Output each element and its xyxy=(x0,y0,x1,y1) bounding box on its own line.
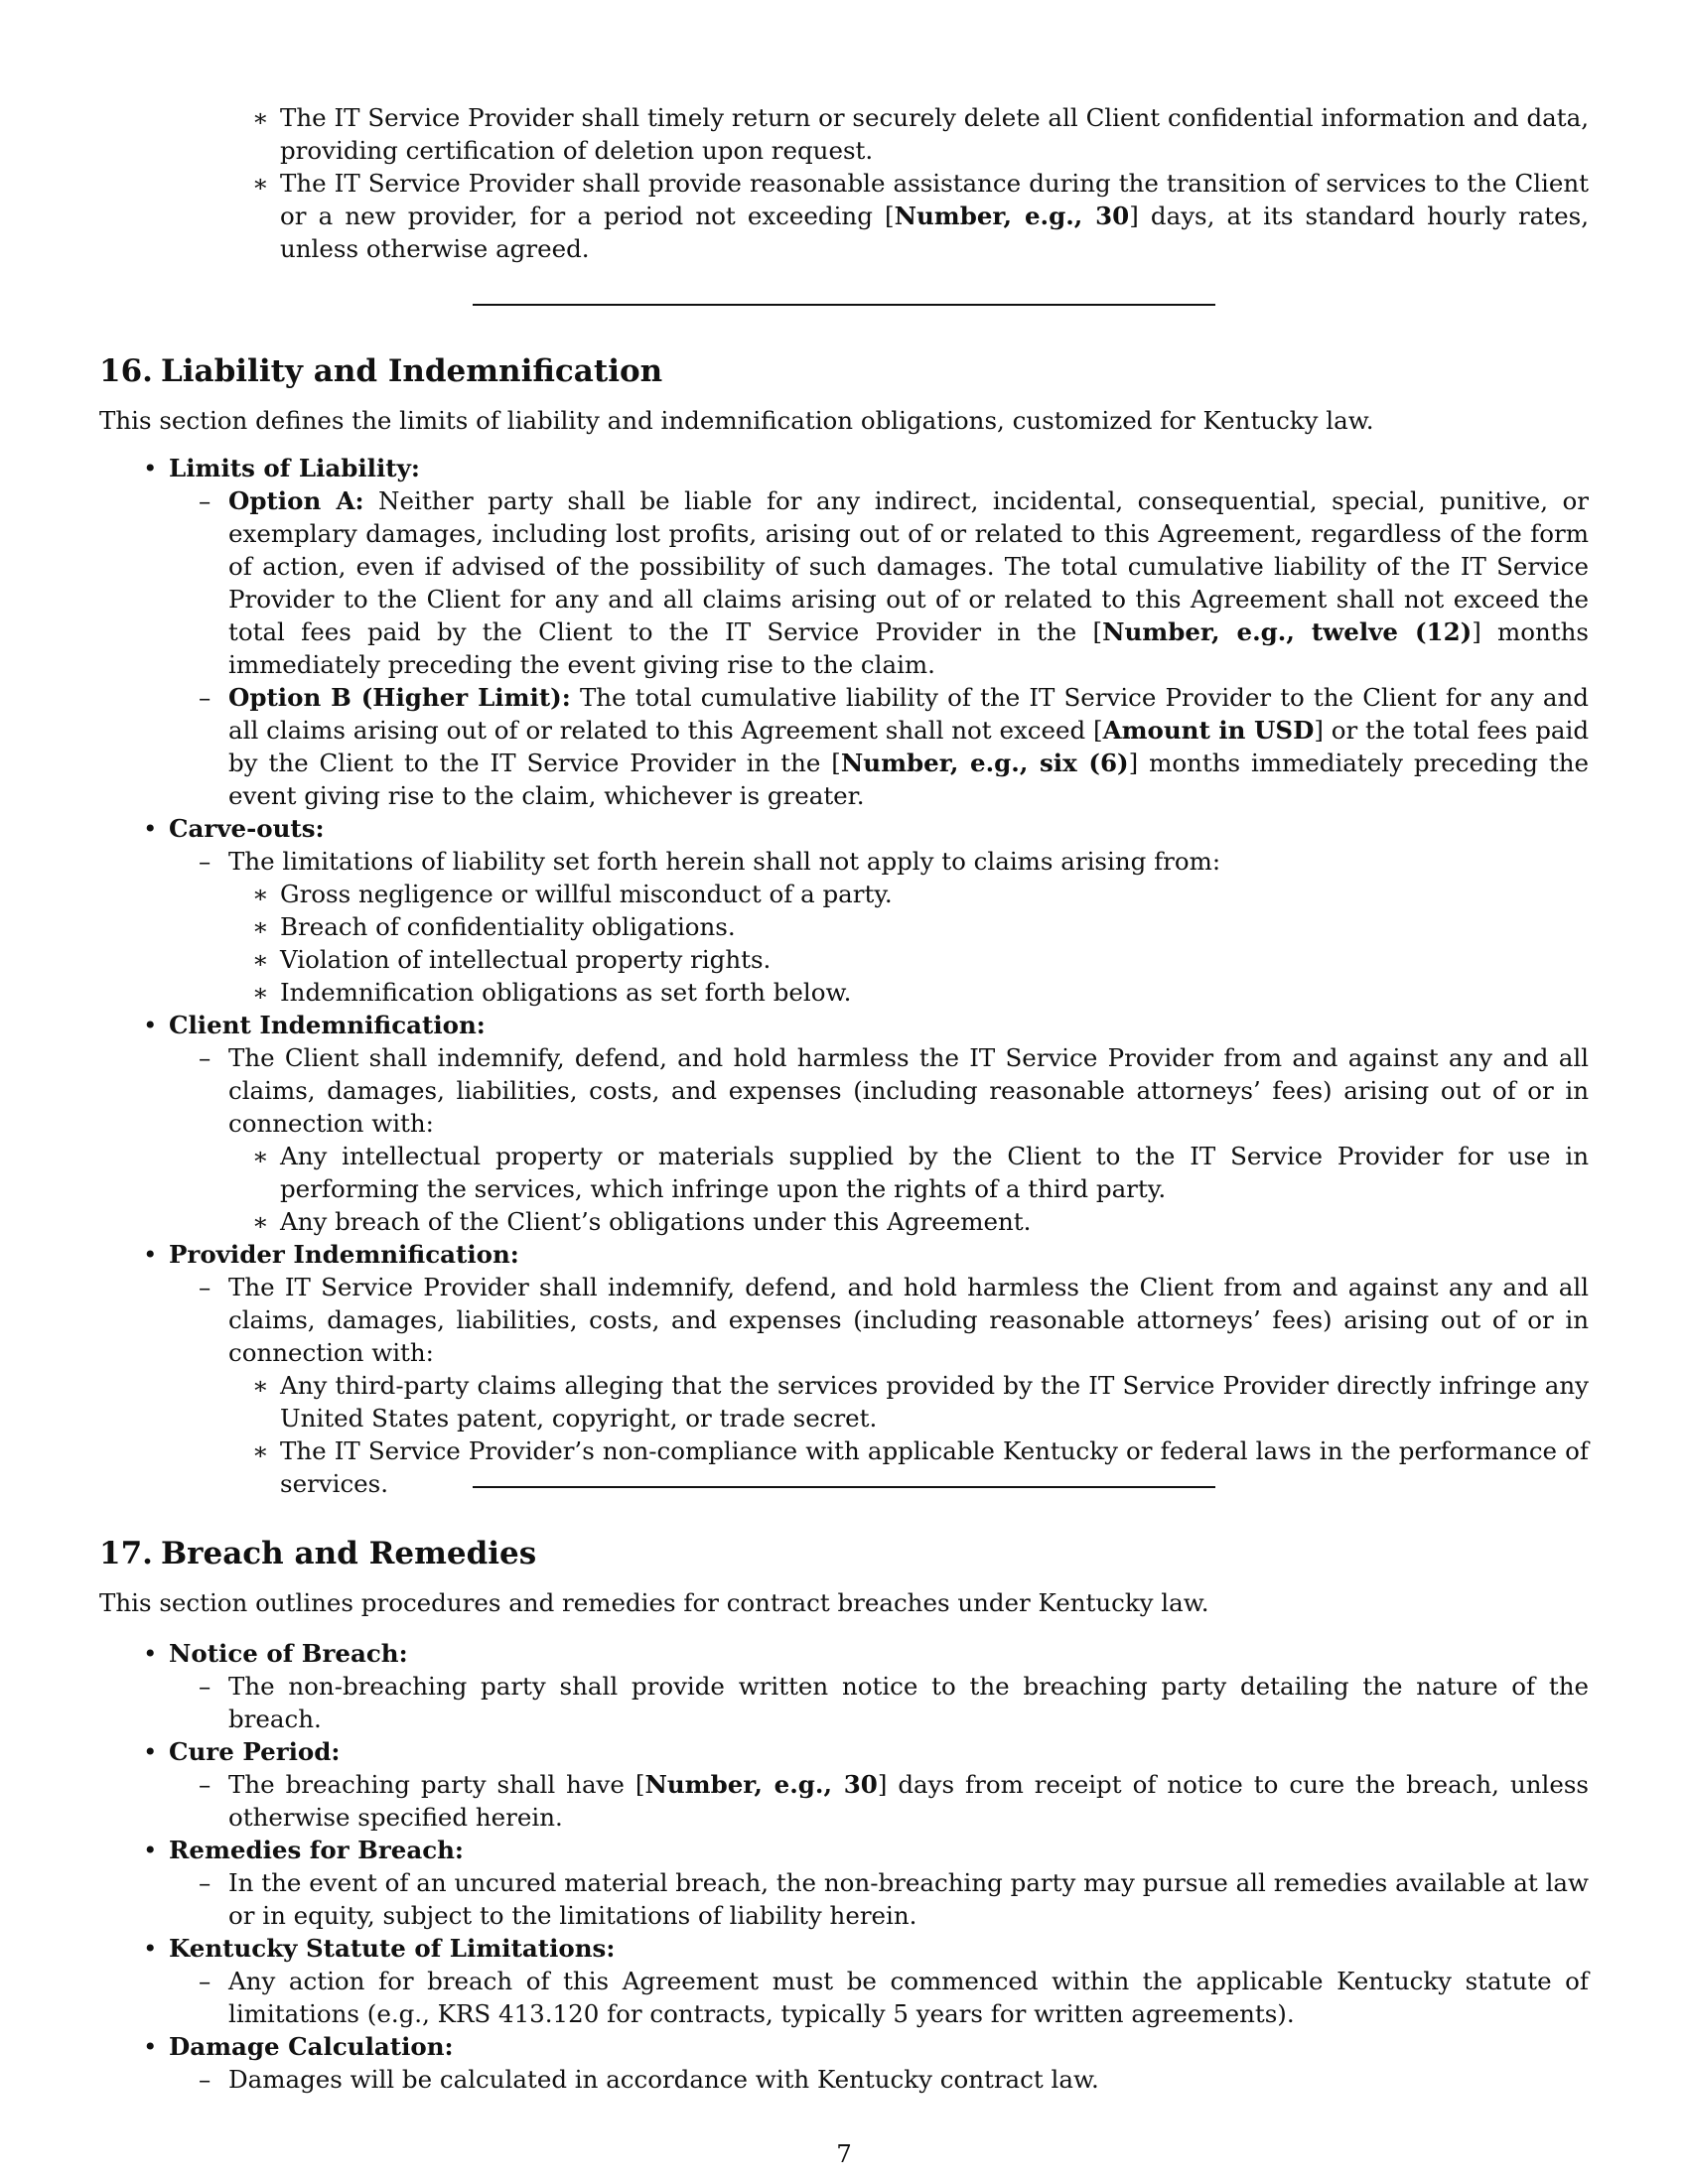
horizontal-divider xyxy=(473,304,1215,306)
list-item xyxy=(228,1670,1589,1735)
option-b-item xyxy=(228,681,1589,812)
section-heading xyxy=(99,351,1589,391)
damage-sublist xyxy=(169,2063,1589,2096)
list-item: ∗ Gross negligence or willful misconduct of a party. xyxy=(280,878,1589,910)
list-item-client-indemnification xyxy=(169,1009,1589,1238)
section15-continuation xyxy=(99,101,1589,265)
placeholder-bold: Number, e.g., six (6) xyxy=(840,749,1129,777)
section16-list xyxy=(99,452,1589,1500)
option-label: Option A: xyxy=(228,486,364,515)
provider-items xyxy=(228,1369,1589,1500)
text-fragment: days, at its standard hourly rates, unless otherwise agreed. xyxy=(280,202,1589,263)
provider-sublist xyxy=(169,1271,1589,1500)
list-item: ∗ Any third-party claims alleging that the services provided by the IT Service Provider directly infringe any United States patent, copyright, or trade secret. xyxy=(280,1369,1589,1434)
client-sublist xyxy=(169,1041,1589,1238)
list-item-limits xyxy=(169,452,1589,812)
section-16 xyxy=(99,351,1589,1500)
item-label: Notice of Breach: xyxy=(169,1639,408,1668)
list-item xyxy=(228,1041,1589,1238)
item-text: – The IT Service Provider shall indemnify, defend, and hold harmless the Client from and against any and all claims, damages, liabilities, costs, and expenses (including reasonable attorneys’ fees) arising out of or in connection with: xyxy=(228,1273,1589,1367)
client-items xyxy=(228,1140,1589,1238)
section-17 xyxy=(99,1534,1589,2096)
horizontal-divider xyxy=(473,1486,1215,1488)
section-heading xyxy=(99,1534,1589,1573)
list-item-cure xyxy=(169,1735,1589,1834)
page-number: 7 xyxy=(836,2139,852,2168)
list-item xyxy=(280,101,1589,167)
remedies-sublist xyxy=(169,1866,1589,1932)
placeholder-bold: Amount in USD xyxy=(1102,716,1315,745)
option-a-item xyxy=(228,484,1589,681)
statute-sublist xyxy=(169,1965,1589,2030)
list-item xyxy=(228,1768,1589,1834)
list-item xyxy=(228,1965,1589,2030)
item-label: Remedies for Breach: xyxy=(169,1836,464,1864)
text-fragment: ] xyxy=(1129,202,1139,230)
text-fragment: Neither party shall be liable for any indirect, incidental, consequential, special, punitive, or exemplary damages, including lost profits, arising out of or related to this Agreement, regardless of the form of action, even if advised of the possibility of such damages. The total cumulative liability of the IT Service Provider to the Client for any and all claims arising out of or related to this Agreement shall not exceed the total fees paid by the Client to the IT Service Provider in the [ xyxy=(228,486,1589,646)
section-number: 16. xyxy=(99,353,153,389)
list-item-statute xyxy=(169,1932,1589,2030)
section-intro: This section outlines procedures and remedies for contract breaches under Kentucky law. xyxy=(99,1588,1209,1617)
list-item xyxy=(228,1271,1589,1500)
text-fragment: The IT Service Provider shall provide reasonable assistance during the transition of services to the Client or a new provider, for a period not exceeding xyxy=(280,169,1589,230)
item-label: Cure Period: xyxy=(169,1737,341,1766)
limits-sublist xyxy=(169,484,1589,812)
carveouts-items xyxy=(228,878,1589,1009)
list-item: ∗ Breach of confidentiality obligations. xyxy=(280,910,1589,943)
list-item-carveouts xyxy=(169,812,1589,1009)
list-item xyxy=(228,1866,1589,1932)
item-label: Damage Calculation: xyxy=(169,2032,454,2061)
text-fragment: [ xyxy=(885,202,895,230)
list-item-remedies xyxy=(169,1834,1589,1932)
divider-2-wrap xyxy=(0,1486,1688,1488)
item-label: Limits of Liability: xyxy=(169,454,420,482)
section-title: Breach and Remedies xyxy=(160,1536,537,1571)
list-item-damage xyxy=(169,2030,1589,2096)
option-label: Option B (Higher Limit): xyxy=(228,683,571,712)
list-item xyxy=(228,2063,1589,2096)
text-fragment: The total cumulative liability of the IT Service Provider to the Client for any and all claims arising out of or related to this Agreement shall not exceed [ xyxy=(228,683,1589,745)
list-item: ∗ Any intellectual property or materials supplied by the Client to the IT Service Provider for use in performing the services, which infringe upon the rights of a third party. xyxy=(280,1140,1589,1205)
section-title: Liability and Indemnification xyxy=(160,353,663,389)
section-intro: This section defines the limits of liability and indemnification obligations, customized for Kentucky law. xyxy=(99,406,1374,435)
placeholder-bold: Number, e.g., 30 xyxy=(644,1770,878,1799)
section17-list xyxy=(99,1637,1589,2096)
item-text: – The non-breaching party shall provide written notice to the breaching party detailing the nature of the breach. xyxy=(228,1672,1589,1733)
list-item-notice xyxy=(169,1637,1589,1735)
list-item: ∗ Violation of intellectual property rights. xyxy=(280,943,1589,976)
list-item: ∗ The IT Service Provider’s non-compliance with applicable Kentucky or federal laws in the performance of services. xyxy=(280,1434,1589,1500)
cure-sublist xyxy=(169,1768,1589,1834)
item-text: – The Client shall indemnify, defend, and hold harmless the IT Service Provider from and against any and all claims, damages, liabilities, costs, and expenses (including reasonable attorneys’ fees) arising out of or in connection with: xyxy=(228,1043,1589,1138)
item-text: – In the event of an uncured material breach, the non-breaching party may pursue all remedies available at law or in equity, subject to the limitations of liability herein. xyxy=(228,1868,1589,1930)
text-fragment: ] days from receipt of notice to cure the breach, unless otherwise specified herein. xyxy=(228,1770,1589,1832)
list-item-provider-indemnification xyxy=(169,1238,1589,1500)
section-number: 17. xyxy=(99,1536,153,1571)
continuation-list xyxy=(99,101,1589,265)
divider-1-wrap xyxy=(0,304,1688,306)
text-fragment: ] months immediately preceding the event giving rise to the claim. xyxy=(228,617,1589,679)
list-item xyxy=(280,167,1589,265)
list-item: ∗ Indemnification obligations as set forth below. xyxy=(280,976,1589,1009)
list-item: ∗ Any breach of the Client’s obligations under this Agreement. xyxy=(280,1205,1589,1238)
item-label: Kentucky Statute of Limitations: xyxy=(169,1934,616,1963)
placeholder-bold: Number, e.g., 30 xyxy=(894,202,1130,230)
list-item xyxy=(228,845,1589,1009)
item-label: Provider Indemnification: xyxy=(169,1240,519,1269)
item-text: – The limitations of liability set forth herein shall not apply to claims arising from: xyxy=(228,847,1221,876)
carveouts-sublist xyxy=(169,845,1589,1009)
item-label: Client Indemnification: xyxy=(169,1011,486,1039)
text-fragment: The breaching party shall have [ xyxy=(228,1770,645,1799)
notice-sublist xyxy=(169,1670,1589,1735)
item-label: Carve-outs: xyxy=(169,814,325,843)
placeholder-bold: Number, e.g., twelve (12) xyxy=(1102,617,1473,646)
text-fragment: ] or the total fees paid by the Client to the IT Service Provider in the [ xyxy=(228,716,1589,777)
list-item-text: The IT Service Provider shall timely return or securely delete all Client confidential information and data, providing certification of deletion upon request. xyxy=(280,103,1589,165)
item-text: – Damages will be calculated in accordance with Kentucky contract law. xyxy=(228,2065,1099,2094)
text-fragment: ] months immediately preceding the event giving rise to the claim, whichever is greater. xyxy=(228,749,1589,810)
item-text: – Any action for breach of this Agreement must be commenced within the applicable Kentucky statute of limitations (e.g., KRS 413.120 for contracts, typically 5 years for written agreements). xyxy=(228,1967,1589,2028)
